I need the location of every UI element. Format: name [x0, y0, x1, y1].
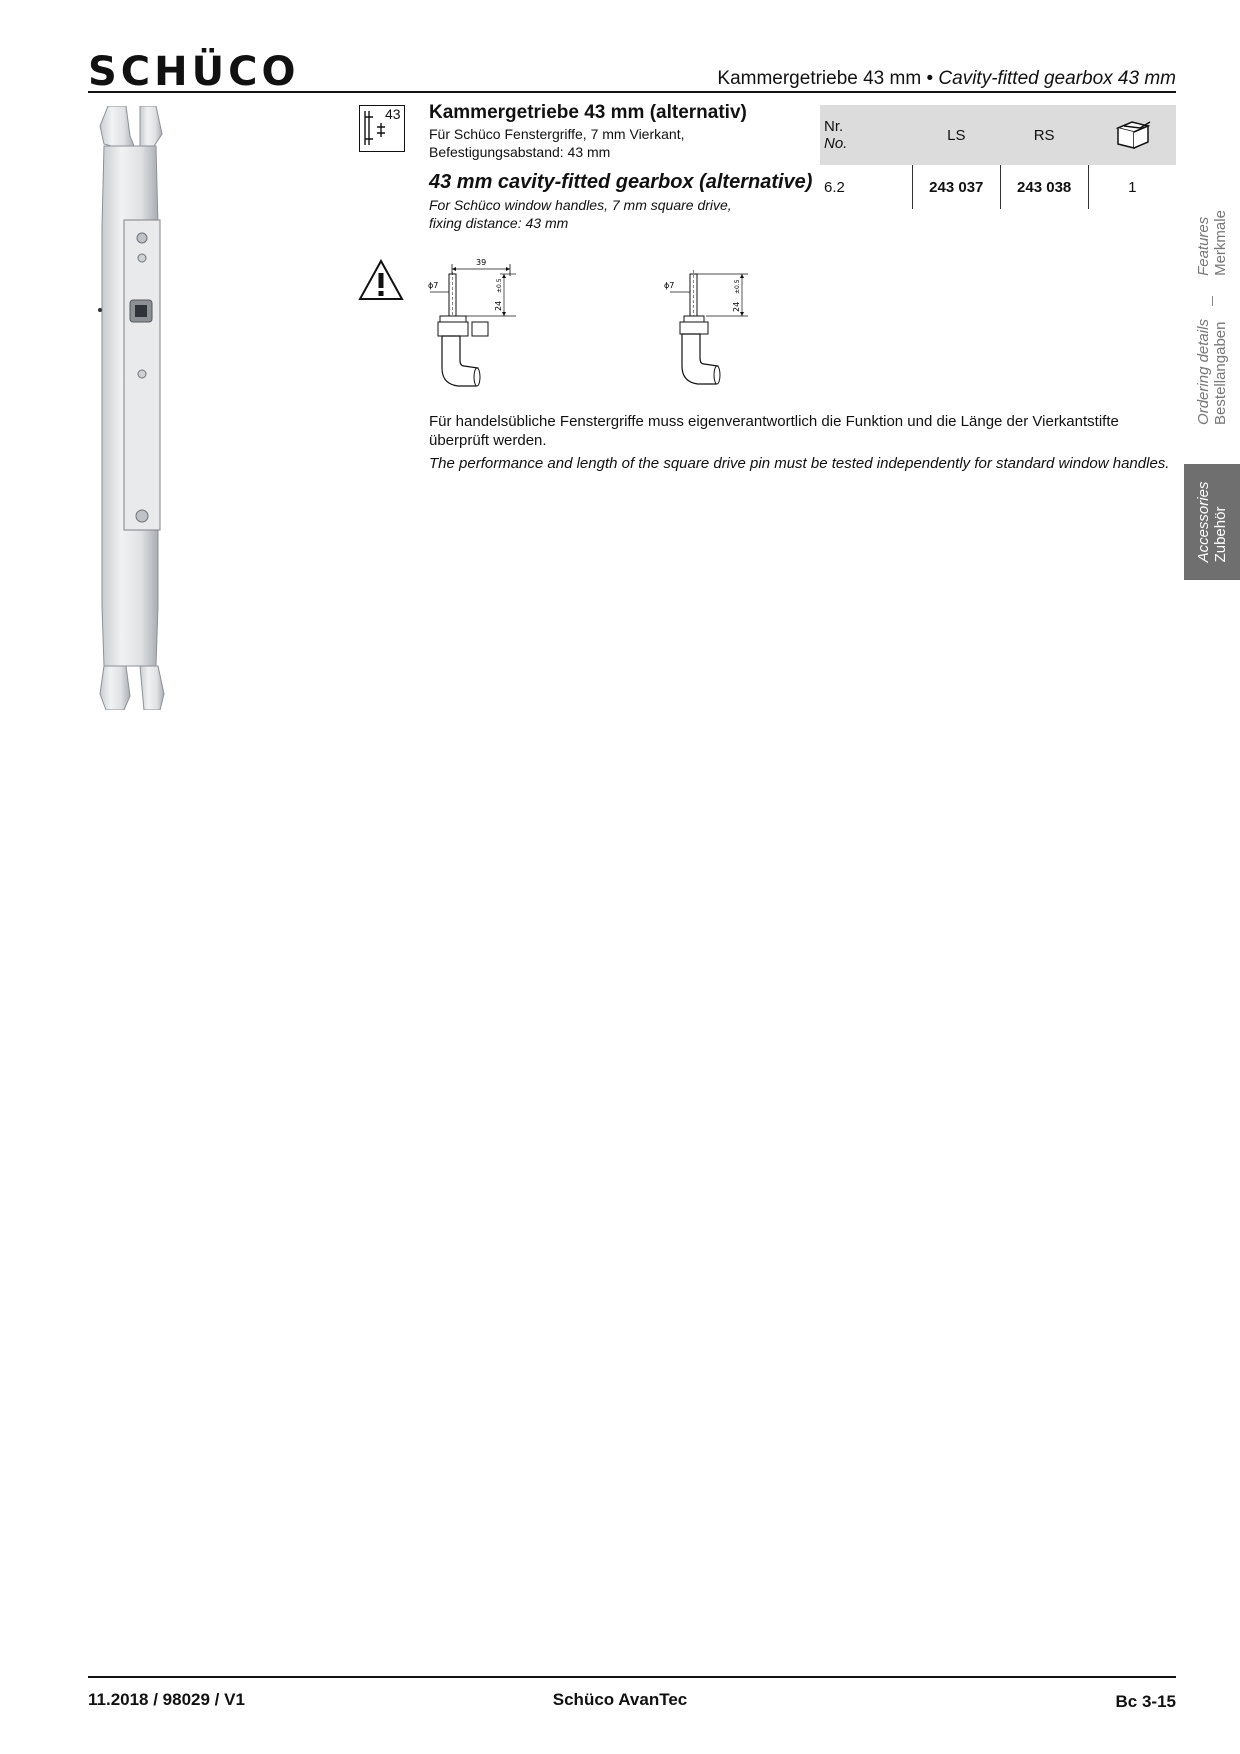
header-title-de: Kammergetriebe 43 mm [717, 68, 922, 89]
side-tab-accessories-en: Accessories [1195, 481, 1212, 563]
product-description-de-line: Befestigungsabstand: 43 mm [429, 144, 611, 160]
handle-drawing-standard [660, 262, 760, 407]
handle-drawing-gearbox [426, 256, 536, 406]
fixing-distance-value: 43 [385, 106, 401, 122]
header-nr [820, 105, 912, 165]
page-header-title [717, 68, 1176, 90]
box-icon [1110, 116, 1154, 150]
footer-divider [88, 1676, 1176, 1678]
side-tab-accessories-de: Zubehör [1212, 506, 1229, 563]
dimension-24: 24 [732, 301, 741, 312]
product-title-en: 43 mm cavity-fitted gearbox (alternative) [429, 171, 813, 193]
side-tab-features-de: Merkmale [1212, 210, 1229, 276]
dimension-dia7: ϕ7 [664, 281, 675, 290]
dimension-tolerance: ±0.5 [734, 279, 741, 294]
dimension-24: 24 [494, 300, 503, 311]
side-tab-ordering-en: Ordering details [1195, 319, 1212, 425]
side-tab-divider [1212, 296, 1213, 306]
side-tab-ordering-details[interactable] [1184, 310, 1240, 434]
header-title-en: Cavity-fitted gearbox 43 mm [938, 68, 1176, 89]
warning-icon [358, 259, 404, 301]
gearbox-product-image [96, 106, 168, 710]
footer-document-code: 11.2018 / 98029 / V1 [88, 1690, 245, 1709]
order-table [820, 105, 1176, 209]
dimension-dia7: ϕ7 [428, 281, 439, 290]
note-de-line: Für handelsübliche Fenstergriffe muss eigenverantwortlich die Funktion und die Länge der Vierkantstifte [429, 413, 1119, 430]
header-packaging [1088, 105, 1176, 165]
product-description-en-line: For Schüco window handles, 7 mm square drive, [429, 197, 732, 213]
side-tab-accessories[interactable] [1184, 464, 1240, 580]
product-description-de [429, 125, 759, 161]
header-nr-de: Nr. [824, 118, 844, 135]
header-rs: RS [1000, 105, 1088, 165]
footer-page-number: Bc 3-15 [1115, 1692, 1176, 1711]
side-tab-features-en: Features [1195, 216, 1212, 276]
table-row [820, 165, 1176, 209]
dimension-39: 39 [476, 258, 487, 267]
header-divider [88, 91, 1176, 93]
article-number-ls: 243 037 [912, 165, 1000, 209]
note-de-line: überprüft werden. [429, 432, 547, 449]
logo-wordmark: SCHÜCO [88, 49, 300, 88]
order-table-header [820, 105, 1176, 165]
schueco-logo [88, 48, 346, 88]
product-description-en-line: fixing distance: 43 mm [429, 215, 569, 231]
product-description-de-line: Für Schüco Fenstergriffe, 7 mm Vierkant, [429, 126, 685, 142]
header-ls: LS [912, 105, 1000, 165]
header-title-separator: • [926, 68, 934, 89]
product-title-de: Kammergetriebe 43 mm (alternativ) [429, 102, 747, 123]
note-en: The performance and length of the square drive pin must be tested independently for standard window handles. [429, 455, 1170, 472]
product-description-en [429, 196, 759, 232]
dimension-tolerance: ±0.5 [496, 278, 503, 293]
header-nr-en: No. [824, 135, 848, 152]
row-nr: 6.2 [824, 178, 845, 196]
packaging-quantity: 1 [1088, 165, 1176, 209]
side-tab-ordering-de: Bestellangaben [1212, 321, 1229, 425]
note-de [429, 412, 1179, 450]
footer-product-line: Schüco AvanTec [552, 1690, 688, 1709]
article-number-rs: 243 038 [1000, 165, 1088, 209]
side-tab-features[interactable] [1184, 195, 1240, 291]
